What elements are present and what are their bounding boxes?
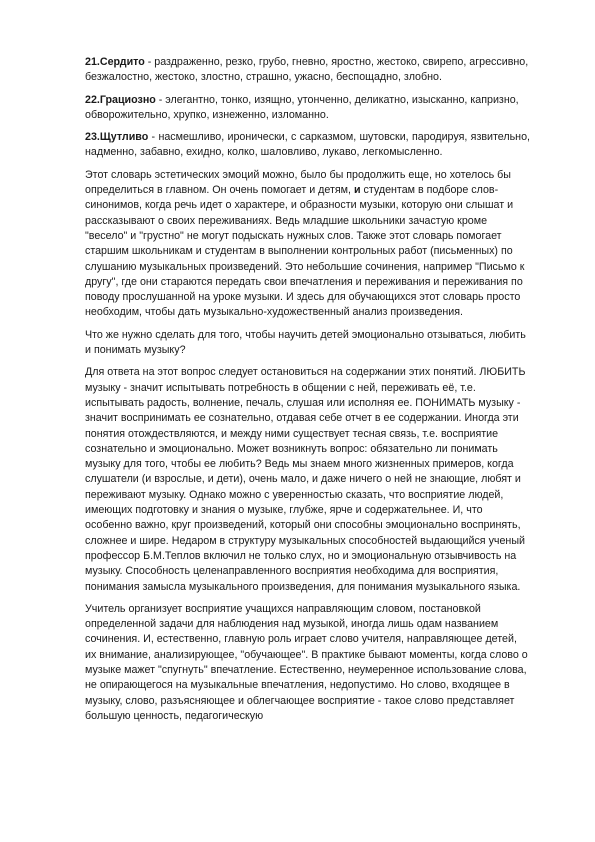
entry-definition: - элегантно, тонко, изящно, утонченно, деликатно, изысканно, капризно, обворожительно, хрупко, изнеженно, изломанно.	[85, 93, 519, 121]
paragraph-bold-word: и	[353, 184, 361, 197]
entry-term: 21.Сердито	[85, 56, 145, 68]
paragraph-dictionary	[85, 168, 530, 321]
entry-definition: - раздраженно, резко, грубо, гневно, яростно, жестоко, свирепо, агрессивно, безжалостно, жестоко, злостно, страшно, ужасно, беспощадно, злобно.	[85, 56, 529, 84]
paragraph-text: студентам в подборе слов-синонимов, когда речь идет о характере, и образности музыки, которую они слышат и рассказывают о своих переживаниях. Ведь младшие школьники зачастую кроме "весело" и "грустно" не могут подыскать нужных слов. Также этот словарь помогает старшим школьникам и студентам в выполнении контрольных работ (письменных) по слушанию музыкальных произведений. Это небольшие сочинения, например "Письмо к другу", где они стараются передать свои впечатления и переживания и переживания по поводу прослушанной на уроке музыки. И здесь для обучающихся этот словарь просто необходим, чтобы дать музыкально-художественный анализ произведения.	[85, 184, 525, 319]
entry-graciozno	[85, 93, 530, 124]
entry-shutlivo	[85, 130, 530, 161]
entry-term: 23.Щутливо	[85, 131, 149, 144]
paragraph-answer: Для ответа на этот вопрос следует остановиться на содержании этих понятий. ЛЮБИТЬ музыку - значит испытывать потребность в общении с ней, переживать её, т.е. испытывать радость, волнение, печаль, слушая или исполняя ее. ПОНИМАТЬ музыку - значит воспринимать ее сознательно, отдавая себе отчет в ее содержании. Иногда эти понятия отождествляются, и между ними существует тесная связь, т.е. восприятие сознательно и эмоционально. Может возникнуть вопрос: обязательно ли понимать музыку для того, чтобы ее любить? Ведь мы знаем много жизненных примеров, когда слушатели (и взрослые, и дети), очень мало, и даже ничего о ней не знающие, любят и переживают музыку. Однако можно с уверенностью сказать, что восприятие людей, имеющих подготовку и знания о музыке, глубже, ярче и содержательнее. И, что особенно важно, круг произведений, который они способны эмоционально воспринять, сложнее и шире. Недаром в структуру музыкальных способностей выдающийся ученый профессор Б.М.Теплов включил не только слух, но и эмоциональную отзывчивость на музыку. Способность целенаправленного восприятия необходима для восприятия, понимания замысла музыкального произведения, для понимания музыкального языка.	[85, 366, 526, 593]
entry-definition: - насмешливо, иронически, с сарказмом, шутовски, пародируя, язвительно, надменно, забавно, ехидно, колко, шаловливо, лукаво, легкомысленно.	[85, 131, 530, 159]
paragraph-teacher: Учитель организует восприятие учащихся направляющим словом, постановкой определенной задачи для наблюдения над музыкой, иногда лишь одам названием сочинения. И, естественно, главную роль играет слово учителя, направляющее детей, их внимание, анализирующее, "обучающее". В практике бывают моменты, когда слово о музыке мажет "спугнуть" впечатление. Естественно, неумеренное использование слова, не опирающегося на музыкальные впечатления, недопустимо. Но слово, входящее в музыку, слово, разъясняющее и облегчающее восприятие - такое слово представляет большую ценность, педагогическую	[85, 602, 528, 722]
entry-serdito	[85, 55, 530, 86]
paragraph-question: Что же нужно сделать для того, чтобы научить детей эмоционально отзываться, любить и понимать музыку?	[85, 328, 526, 357]
paragraph-text: Этот словарь эстетических эмоций можно, было бы продолжить еще, но хотелось бы определиться в главном. Он очень помогает и детям,	[85, 168, 511, 197]
entry-term: 22.Грациозно	[85, 93, 156, 106]
document-page	[85, 55, 530, 731]
